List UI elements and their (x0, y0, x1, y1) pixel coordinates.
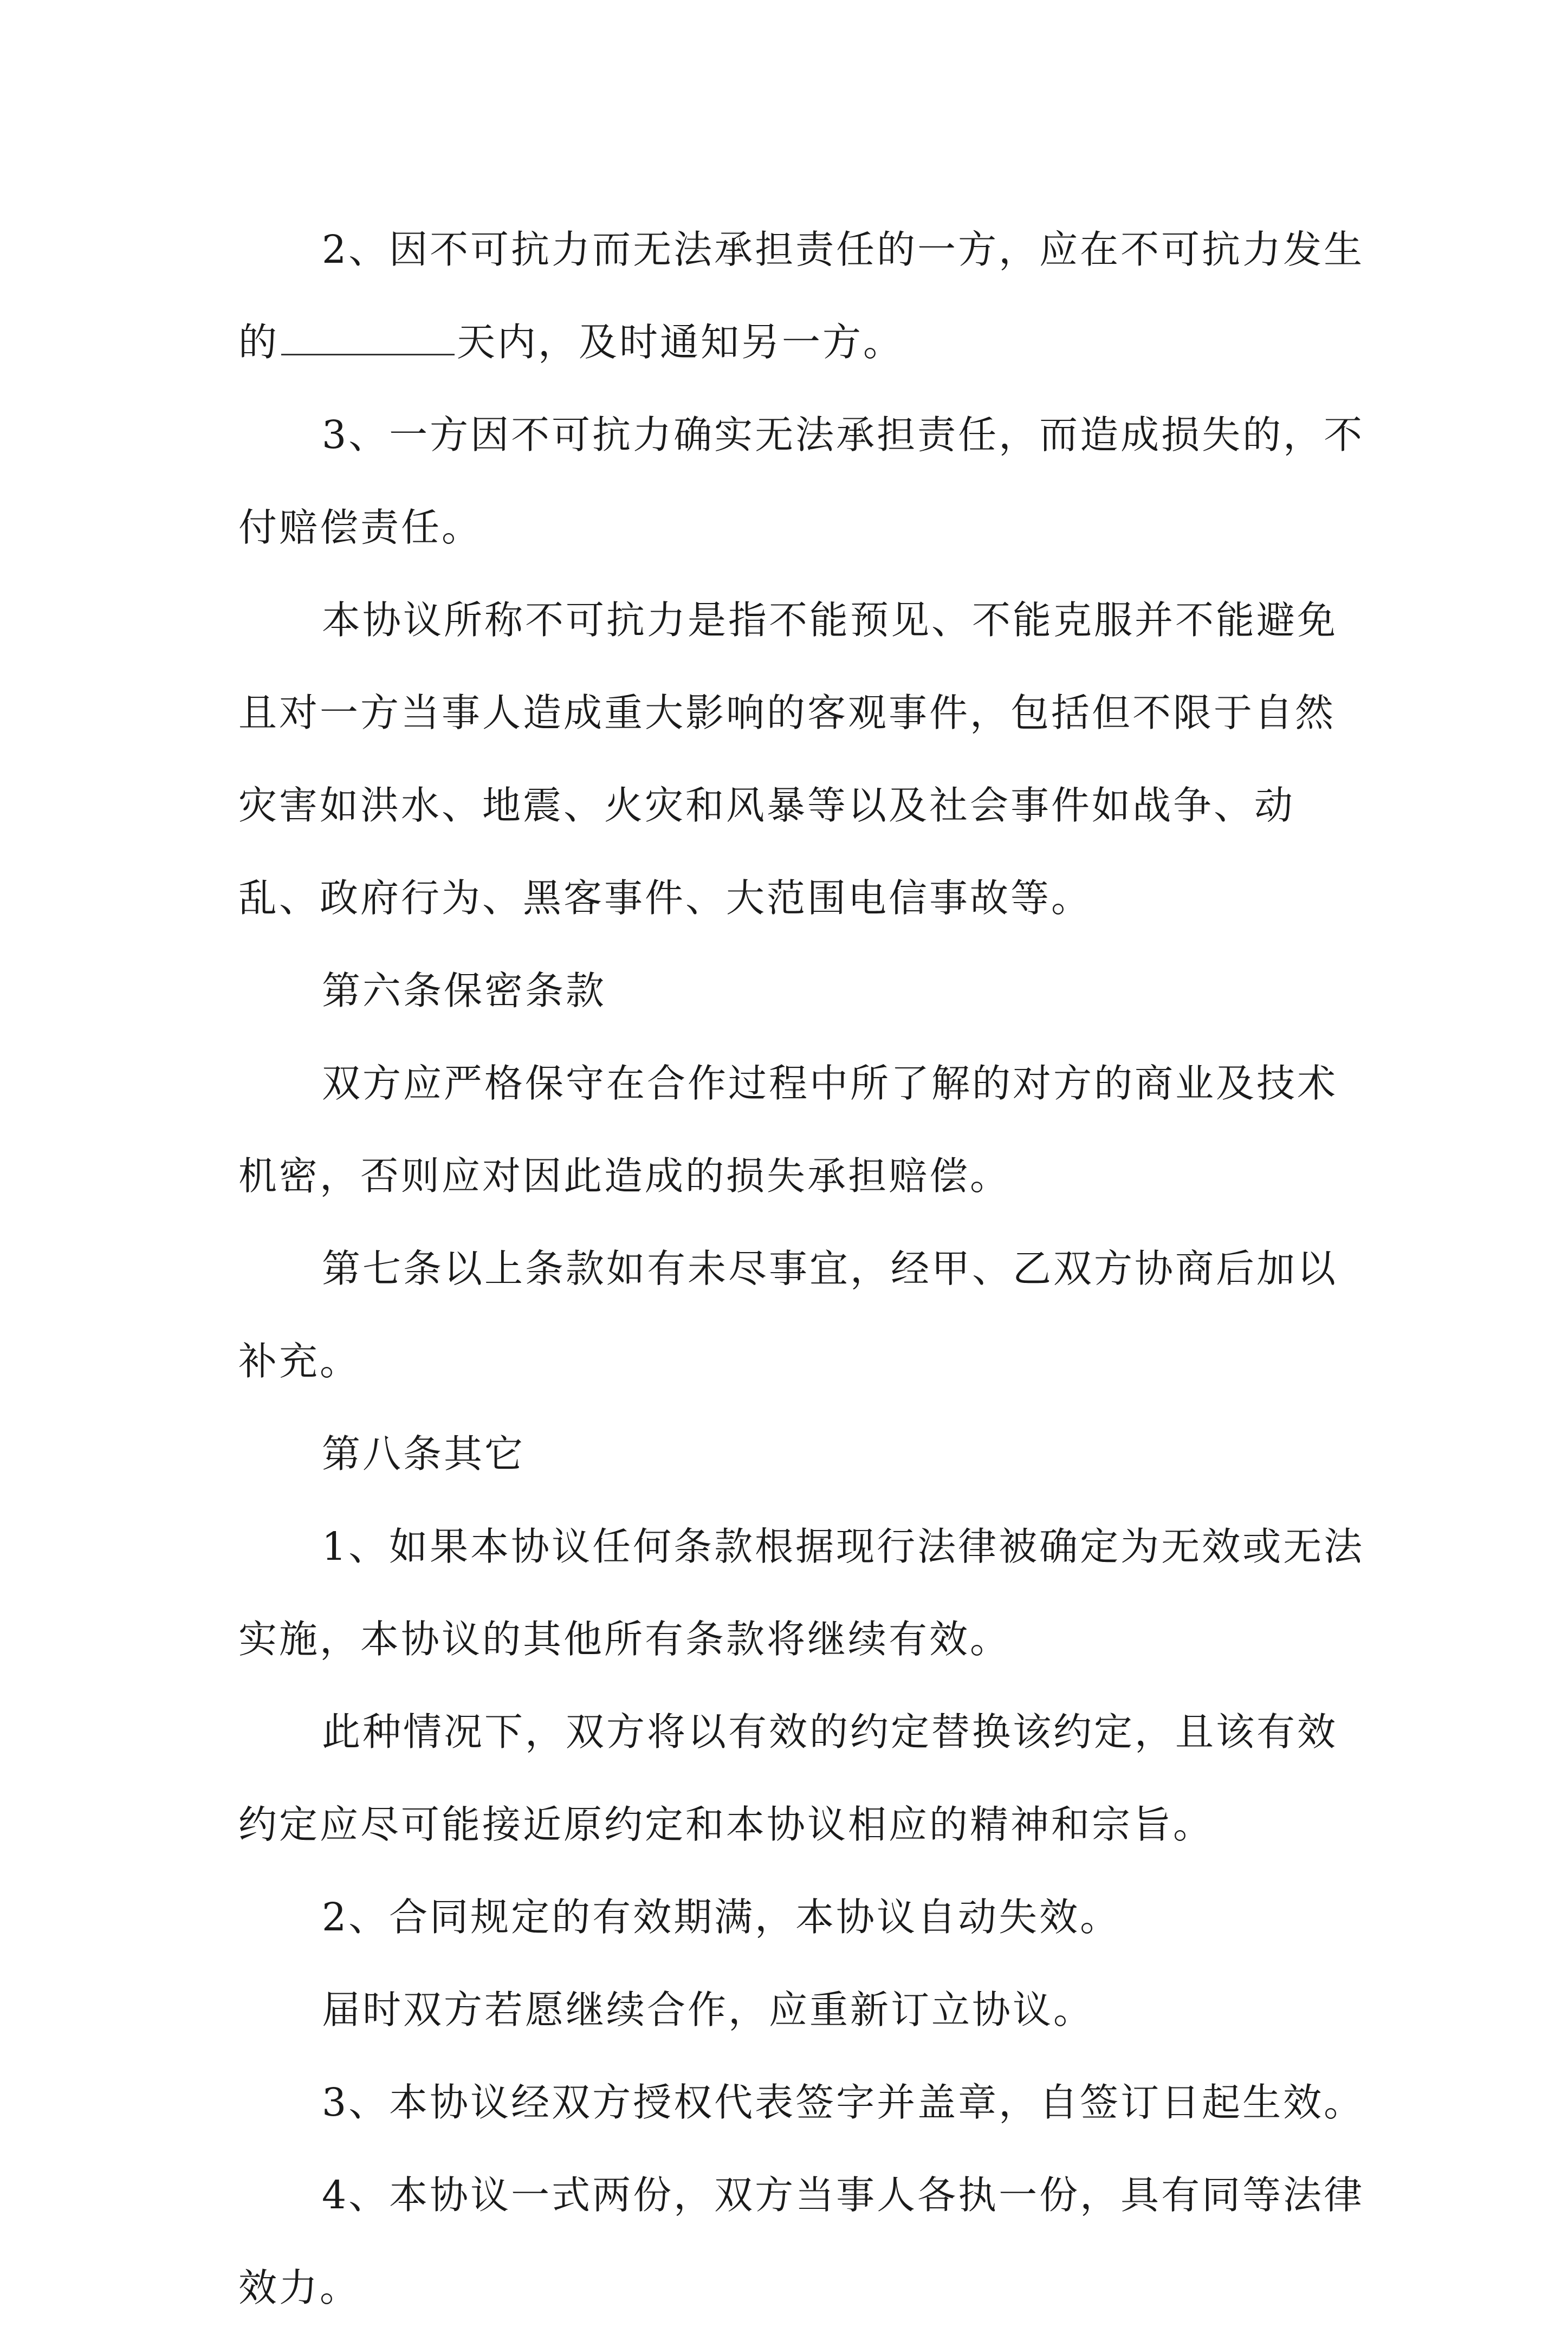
paragraph-force-majeure-liability: 3、一方因不可抗力确实无法承担责任，而造成损失的，不付赔偿责任。 (238, 412, 1365, 550)
paragraph-copies: 4、本协议一式两份，双方当事人各执一份，具有同等法律效力。 (238, 2173, 1365, 2310)
heading-article-6: 第六条保密条款 (322, 968, 607, 1013)
paragraph-force-majeure-notice (238, 203, 1365, 388)
fill-in-blank-days (281, 322, 455, 355)
paragraph-text-continued: 天内，及时通知另一方。 (457, 320, 904, 365)
paragraph-text: 2、因不可抗力而无法承担责任的一方，应在不可抗力发生的 (238, 227, 1365, 365)
paragraph-expiry: 2、合同规定的有效期满，本协议自动失效。 (322, 1895, 1121, 1940)
paragraph-renewal: 届时双方若愿继续合作，应重新订立协议。 (322, 1987, 1094, 2032)
paragraph-force-majeure-definition: 本协议所称不可抗力是指不能预见、不能克服并不能避免且对一方当事人造成重大影响的客观事件，包括但不限于自然灾害如洪水、地震、火灾和风暴等以及社会事件如战争、动乱、政府行为、黑客事件、大范围电信事故等。 (238, 598, 1338, 920)
paragraph-severability: 1、如果本协议任何条款根据现行法律被确定为无效或无法实施，本协议的其他所有条款将继续有效。 (238, 1524, 1365, 1662)
paragraph-effectiveness: 3、本协议经双方授权代表签字并盖章，自签订日起生效。 (322, 2080, 1365, 2125)
paragraph-article-7: 第七条以上条款如有未尽事宜，经甲、乙双方协商后加以补充。 (238, 1246, 1338, 1384)
document-body (238, 203, 1365, 2334)
heading-article-8: 第八条其它 (322, 1431, 526, 1476)
paragraph-replacement-clause: 此种情况下，双方将以有效的约定替换该约定，且该有效约定应尽可能接近原约定和本协议相应的精神和宗旨。 (238, 1709, 1338, 1847)
paragraph-confidentiality: 双方应严格保守在合作过程中所了解的对方的商业及技术机密，否则应对因此造成的损失承担赔偿。 (238, 1061, 1338, 1198)
